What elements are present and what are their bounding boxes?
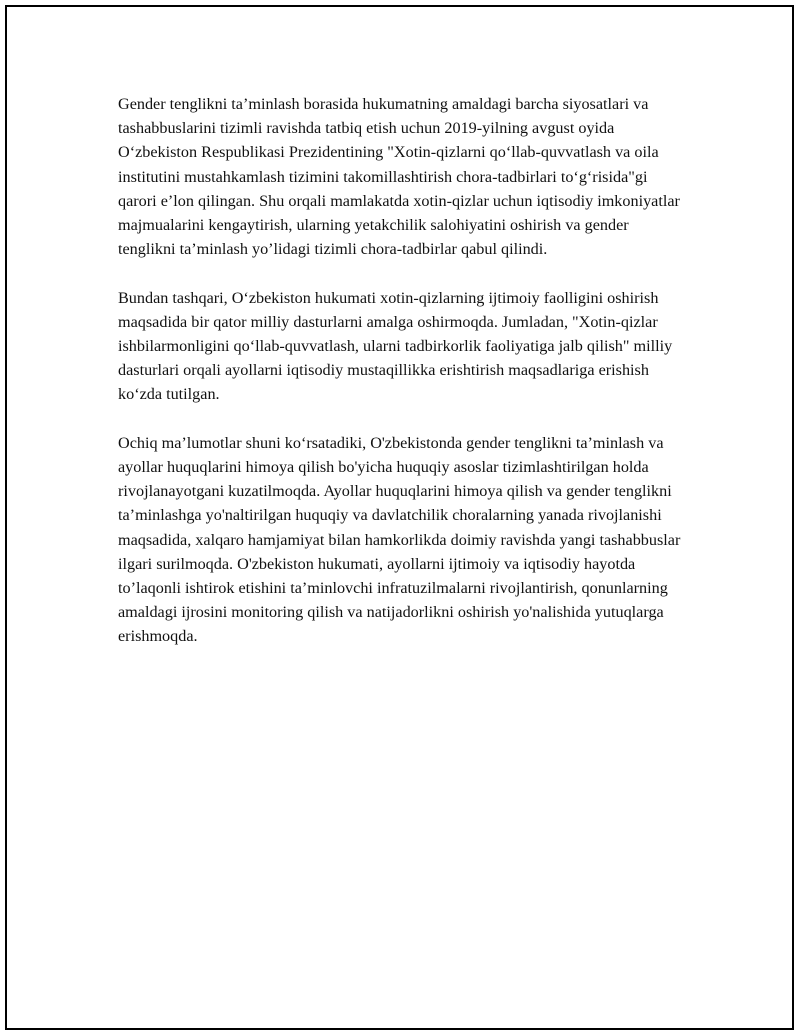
paragraph-2: Bundan tashqari, O‘zbekiston hukumati xotin-qizlarning ijtimoiy faolligini oshirish maqsadida bir qator milliy dasturlarni amalga oshirmoqda. Jumladan, "Xotin-qizlar ishbilarmonligini qo‘llab-quvvatlash, ularni tadbirkorlik faoliyatiga jalb qilish" milliy dasturlari orqali ayollarni iqtisodiy mustaqillikka erishtirish maqsadlariga erishish ko‘zda tutilgan. (118, 288, 673, 404)
paragraph-3: Ochiq ma’lumotlar shuni ko‘rsatadiki, O'zbekistonda gender tenglikni ta’minlash va ayollar huquqlarini himoya qilish bo'yicha huquqiy asoslar tizimlashtirilgan holda rivojlanayotgani kuzatilmoqda. Ayollar huquqlarini himoya qilish va gender tenglikni ta’minlashga yo'naltirilgan huquqiy va davlatchilik choralarning yanada rivojlanishi maqsadida, xalqaro hamjamiyat bilan hamkorlikda doimiy ravishda yangi tashabbuslar ilgari surilmoqda. O'zbekiston hukumati, ayollarni ijtimoiy va iqtisodiy hayotda to’laqonli ishtirok etishini ta’minlovchi infratuzilmalarni rivojlantirish, qonunlarning amaldagi ijrosini monitoring qilish va natijadorlikni oshirish yo'nalishida yutuqlarga erishmoqda. (118, 433, 681, 646)
paragraph-1: Gender tenglikni ta’minlash borasida hukumatning amaldagi barcha siyosatlari va tashabbuslarini tizimli ravishda tatbiq etish uchun 2019-yilning avgust oyida O‘zbekiston Respublikasi Prezidentining "Xotin-qizlarni qo‘llab-quvvatlash va oila institutini mustahkamlash tizimini takomillashtirish chora-tadbirlari to‘g‘risida"gi qarori e’lon qilingan. Shu orqali mamlakatda xotin-qizlar uchun iqtisodiy imkoniyatlar majmualarini kengaytirish, ularning yetakchilik salohiyatini oshirish va gender tenglikni ta’minlash yo’lidagi tizimli chora-tadbirlar qabul qilindi. (118, 95, 680, 259)
document-body (118, 92, 688, 673)
